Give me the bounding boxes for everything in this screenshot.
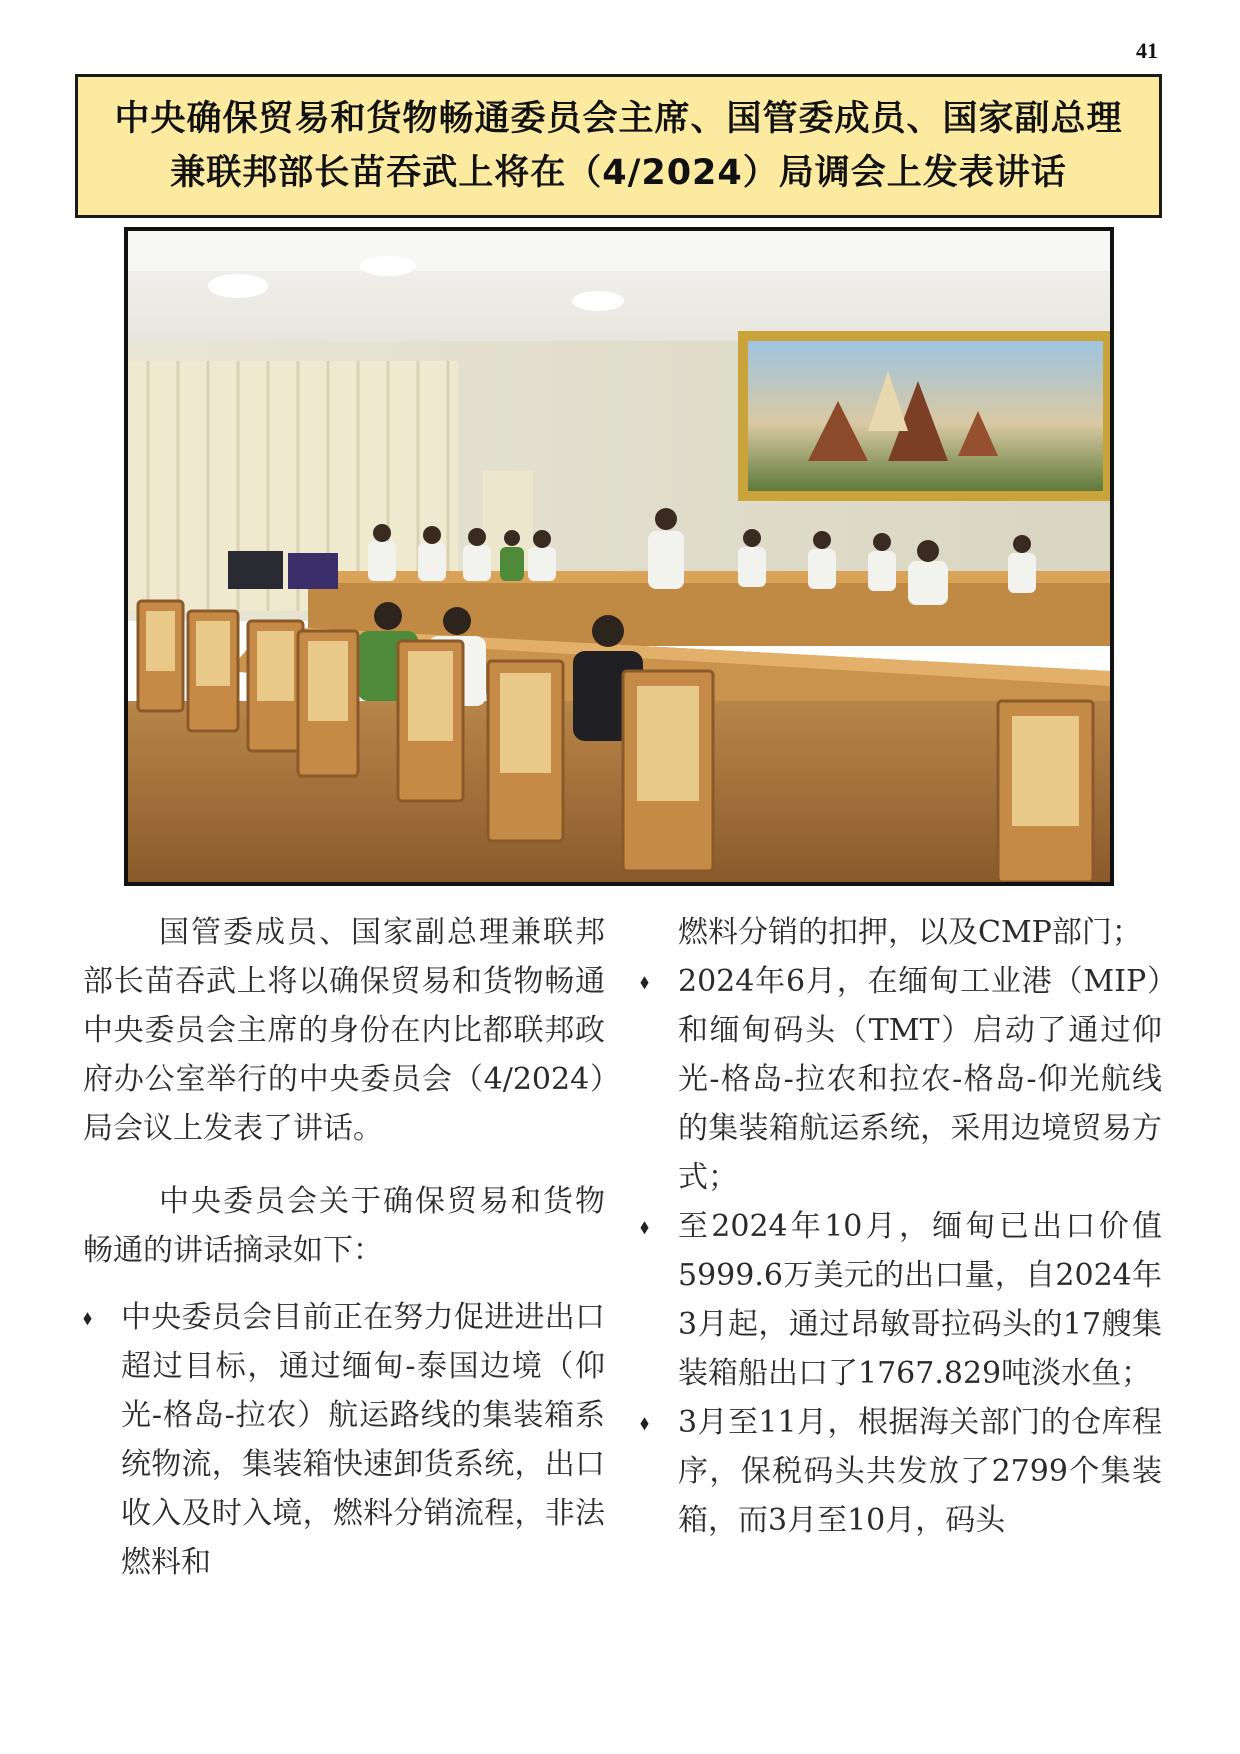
list-item: [640, 1398, 1162, 1545]
body-column-right: [640, 908, 1162, 1545]
meeting-photo: [124, 227, 1114, 886]
list-item: [640, 1202, 1162, 1398]
body-column-left: [83, 908, 605, 1587]
bullet-list-left: [83, 1293, 605, 1587]
list-item-text: 至2024年10月，缅甸已出口价值5999.6万美元的出口量，自2024年3月起，通过昂敏哥拉码头的17艘集装箱船出口了1767.829吨淡水鱼；: [678, 1209, 1162, 1391]
title-line-2: 兼联邦部长苗吞武上将在（4/2024）局调会上发表讲话: [170, 153, 1067, 193]
diamond-bullet-icon: ⬧: [83, 1305, 92, 1329]
bullet-list-right: [640, 957, 1162, 1545]
title-line-1: 中央确保贸易和货物畅通委员会主席、国管委成员、国家副总理: [114, 99, 1123, 139]
diamond-bullet-icon: ⬧: [640, 969, 649, 993]
list-item: [640, 957, 1162, 1202]
list-item: [83, 1293, 605, 1587]
title-box: [75, 74, 1162, 218]
list-item-text: 2024年6月，在缅甸工业港（MIP）和缅甸码头（TMT）启动了通过仰光-格岛-拉农和拉农-格岛-仰光航线的集装箱航运系统，采用边境贸易方式；: [678, 964, 1162, 1195]
diamond-bullet-icon: ⬧: [640, 1214, 649, 1238]
continued-text: 燃料分销的扣押，以及CMP部门；: [678, 915, 1142, 950]
list-item-text: 中央委员会目前正在努力促进进出口超过目标，通过缅甸-泰国边境（仰光-格岛-拉农）航运路线的集装箱系统物流，集装箱快速卸货系统，出口收入及时入境，燃料分销流程，非法燃料和: [121, 1300, 605, 1580]
body-paragraph-1: 国管委成员、国家副总理兼联邦部长苗吞武上将以确保贸易和货物畅通中央委员会主席的身份在内比都联邦政府办公室举行的中央委员会（4/2024）局会议上发表了讲话。: [83, 915, 605, 1146]
body-paragraph-2: 中央委员会关于确保贸易和货物畅通的讲话摘录如下：: [83, 1184, 605, 1268]
meeting-photo-illustration: [128, 231, 1110, 882]
list-item-text: 3月至11月，根据海关部门的仓库程序，保税码头共发放了2799个集装箱，而3月至10月，码头: [678, 1405, 1162, 1538]
page-number: 41: [1136, 38, 1158, 63]
diamond-bullet-icon: ⬧: [640, 1410, 649, 1434]
